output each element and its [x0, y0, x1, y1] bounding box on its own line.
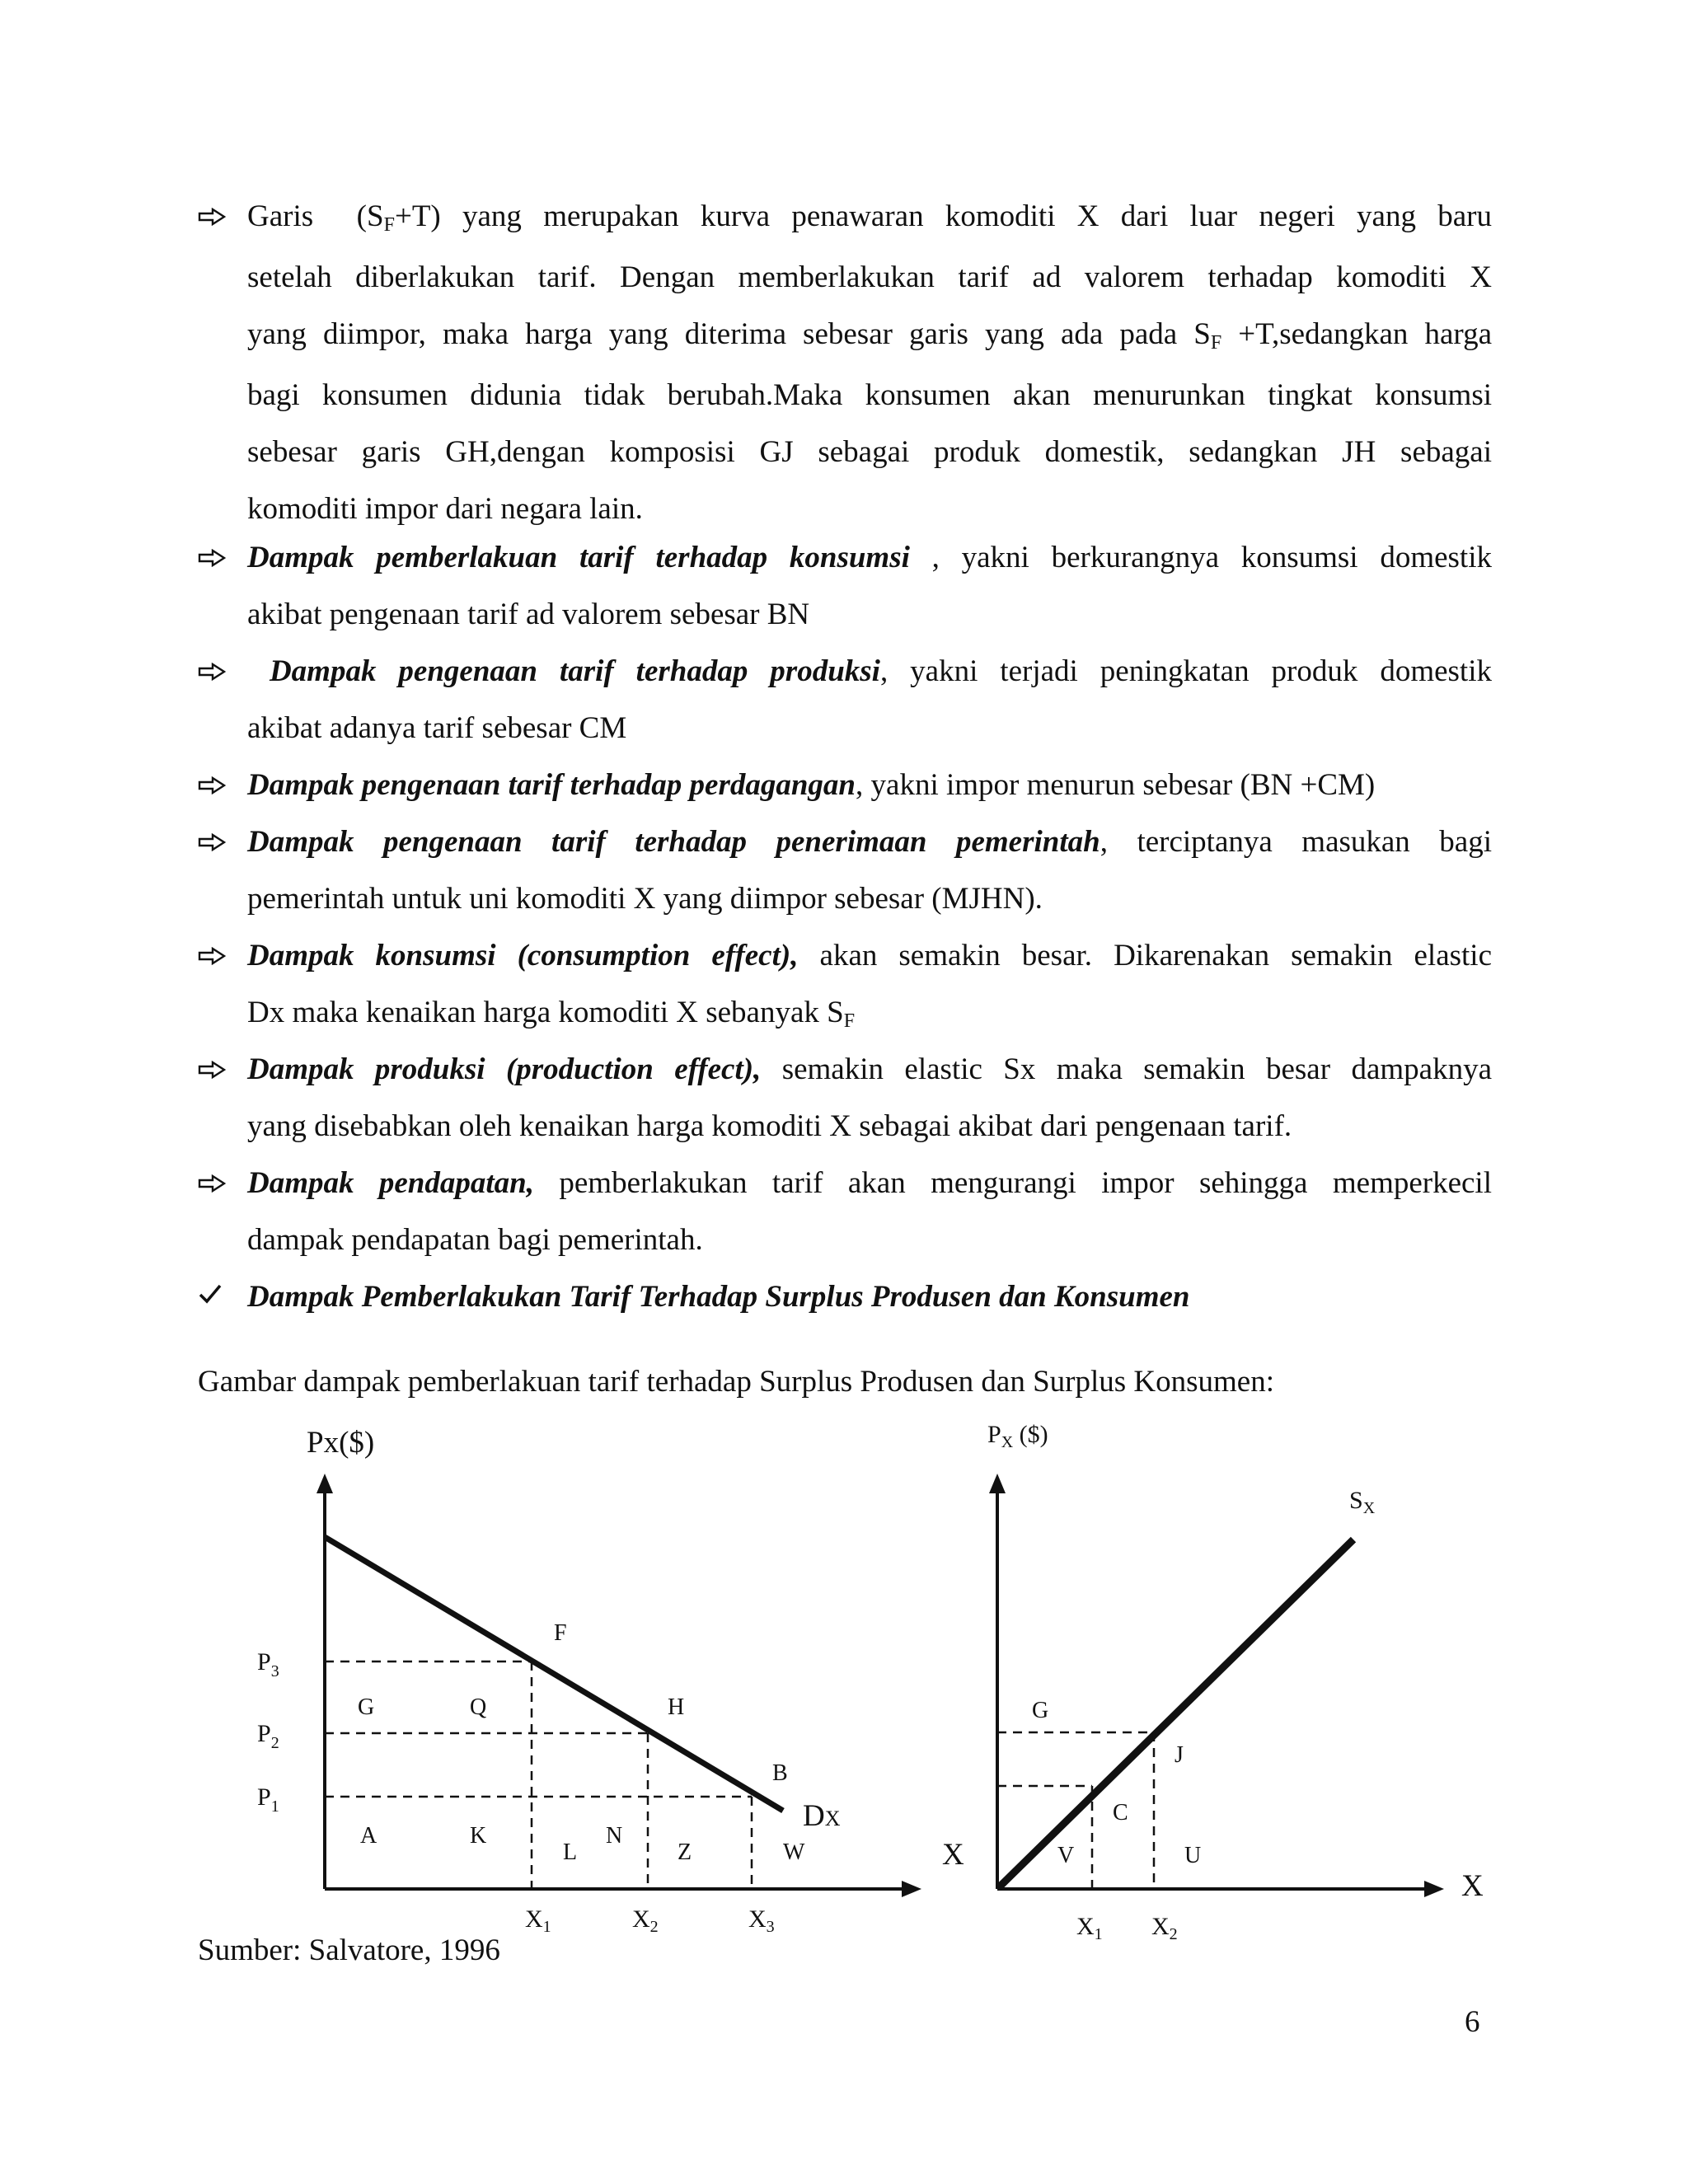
bullet-text: , yakni terjadi peningkatan produk domestik — [879, 654, 1492, 688]
bullet-text: akan semakin besar. Dikarenakan semakin elastic — [798, 939, 1492, 972]
bullet-line: bagi konsumen didunia tidak berubah.Maka konsumen akan menurunkan tingkat konsumsi — [247, 378, 1492, 412]
area-label-u: U — [1184, 1843, 1202, 1868]
bullet-line: yang disebabkan oleh kenaikan harga komoditi X sebagai akibat dari pengenaan tarif. — [247, 1109, 1292, 1143]
page-number: 6 — [1465, 2005, 1480, 2039]
left-y-arrow — [316, 1474, 333, 1493]
bullet-item — [198, 813, 1492, 927]
bullet-line: sebesar garis GH,dengan komposisi GJ sebagai produk domestik, sedangkan JH sebagai — [247, 435, 1492, 469]
bullet-line: dampak pendapatan bagi pemerintah. — [247, 1223, 703, 1257]
bullet-line: yang diimpor, maka harga yang diterima sebesar garis yang ada pada SF +T,sedangkan harga — [247, 317, 1492, 354]
quantity-label-x3: $X_3$ — [748, 1905, 775, 1936]
point-label-h: H — [668, 1694, 685, 1720]
bullet-text: , yakni berkurangnya konsumsi domestik — [909, 541, 1492, 574]
quantity-label-x1: $X_1$ — [525, 1905, 551, 1936]
bullet-item — [198, 927, 1492, 1045]
right-x-arrow — [1424, 1881, 1444, 1897]
area-label-v: V — [1057, 1843, 1075, 1868]
demand-curve-label: DX — [803, 1799, 841, 1833]
bullet-title: Dampak pengenaan tarif terhadap produksi — [269, 654, 880, 688]
point-label-j: J — [1175, 1742, 1184, 1768]
bullet-line: setelah diberlakukan tarif. Dengan memberlakukan tarif ad valorem terhadap komoditi X — [247, 260, 1492, 294]
bullet-item — [198, 643, 1492, 757]
bullet-text: pemberlakukan tarif akan mengurangi impor sehingga memperkecil — [534, 1166, 1492, 1200]
price-label-p1: $P_1$ — [257, 1783, 279, 1816]
supply-curve-label: $S_X$ — [1349, 1487, 1376, 1517]
price-label-p2: $P_2$ — [257, 1720, 279, 1752]
area-label-a: A — [360, 1823, 377, 1849]
right-y-arrow — [989, 1474, 1006, 1493]
quantity-label-x1-right: $X_1$ — [1076, 1913, 1103, 1943]
bullet-item — [198, 757, 1492, 813]
right-x-axis-label: X — [1461, 1869, 1484, 1903]
tariff-figure — [0, 1401, 1688, 1978]
point-label-g-right: G — [1032, 1698, 1049, 1723]
left-x-arrow — [902, 1881, 921, 1897]
price-label-p3: $P_3$ — [257, 1648, 279, 1680]
bullet-title: Dampak pendapatan, — [247, 1166, 534, 1200]
left-graph — [257, 1426, 964, 1936]
area-label-n: N — [606, 1823, 623, 1849]
area-label-z: Z — [678, 1840, 692, 1865]
point-label-b: B — [772, 1760, 788, 1786]
figure-intro: Gambar dampak pemberlakuan tarif terhadap Surplus Produsen dan Surplus Konsumen: — [198, 1365, 1275, 1399]
left-y-label: Px($) — [307, 1426, 375, 1460]
bullet-title: Dampak produksi (production effect), — [247, 1052, 762, 1086]
section-heading — [198, 1268, 1492, 1325]
demand-curve — [325, 1537, 783, 1811]
point-label-c: C — [1113, 1800, 1128, 1825]
bullet-item — [198, 529, 1492, 643]
bullet-line: akibat adanya tarif sebesar CM — [247, 711, 627, 745]
right-graph — [987, 1421, 1484, 1943]
supply-curve — [999, 1540, 1353, 1887]
area-label-k: K — [470, 1823, 487, 1849]
right-y-label: $P_X$ ($) — [987, 1421, 1048, 1451]
bullet-item — [198, 1041, 1492, 1155]
point-label-f: F — [554, 1620, 567, 1646]
left-x-axis-label: X — [942, 1838, 964, 1872]
quantity-label-x2: $X_2$ — [632, 1905, 659, 1936]
bullet-title: Dampak konsumsi (consumption effect), — [247, 939, 799, 972]
area-label-w: W — [783, 1840, 805, 1865]
bullet-item — [198, 188, 1492, 537]
area-label-l: L — [563, 1840, 578, 1865]
point-label-g: G — [358, 1694, 375, 1720]
bullet-line: Dx maka kenaikan harga komoditi X sebanyak SF — [247, 996, 856, 1032]
bullet-line: komoditi impor dari negara lain. — [247, 492, 643, 526]
bullet-line: akibat pengenaan tarif ad valorem sebesar BN — [247, 598, 810, 631]
bullet-text: semakin elastic Sx maka semakin besar dampaknya — [761, 1052, 1492, 1086]
bullet-text: , yakni impor menurun sebesar (BN +CM) — [856, 768, 1376, 802]
bullet-title: Dampak pengenaan tarif terhadap penerimaan pemerintah — [247, 825, 1100, 859]
bullet-line: Garis (SF+T) yang merupakan kurva penawaran komoditi X dari luar negeri yang baru — [247, 199, 1492, 236]
figure-source: Sumber: Salvatore, 1996 — [198, 1933, 500, 1967]
heading-text: Dampak Pemberlakukan Tarif Terhadap Surplus Produsen dan Konsumen — [247, 1280, 1190, 1314]
bullet-line: pemerintah untuk uni komoditi X yang diimpor sebesar (MJHN). — [247, 882, 1043, 916]
quantity-label-x2-right: $X_2$ — [1151, 1913, 1178, 1943]
bullet-text: , terciptanya masukan bagi — [1100, 825, 1493, 859]
bullet-item — [198, 1155, 1492, 1268]
bullet-title: Dampak pengenaan tarif terhadap perdagangan — [247, 768, 856, 802]
point-label-q: Q — [470, 1694, 487, 1720]
bullet-title: Dampak pemberlakuan tarif terhadap konsumsi — [247, 541, 910, 574]
